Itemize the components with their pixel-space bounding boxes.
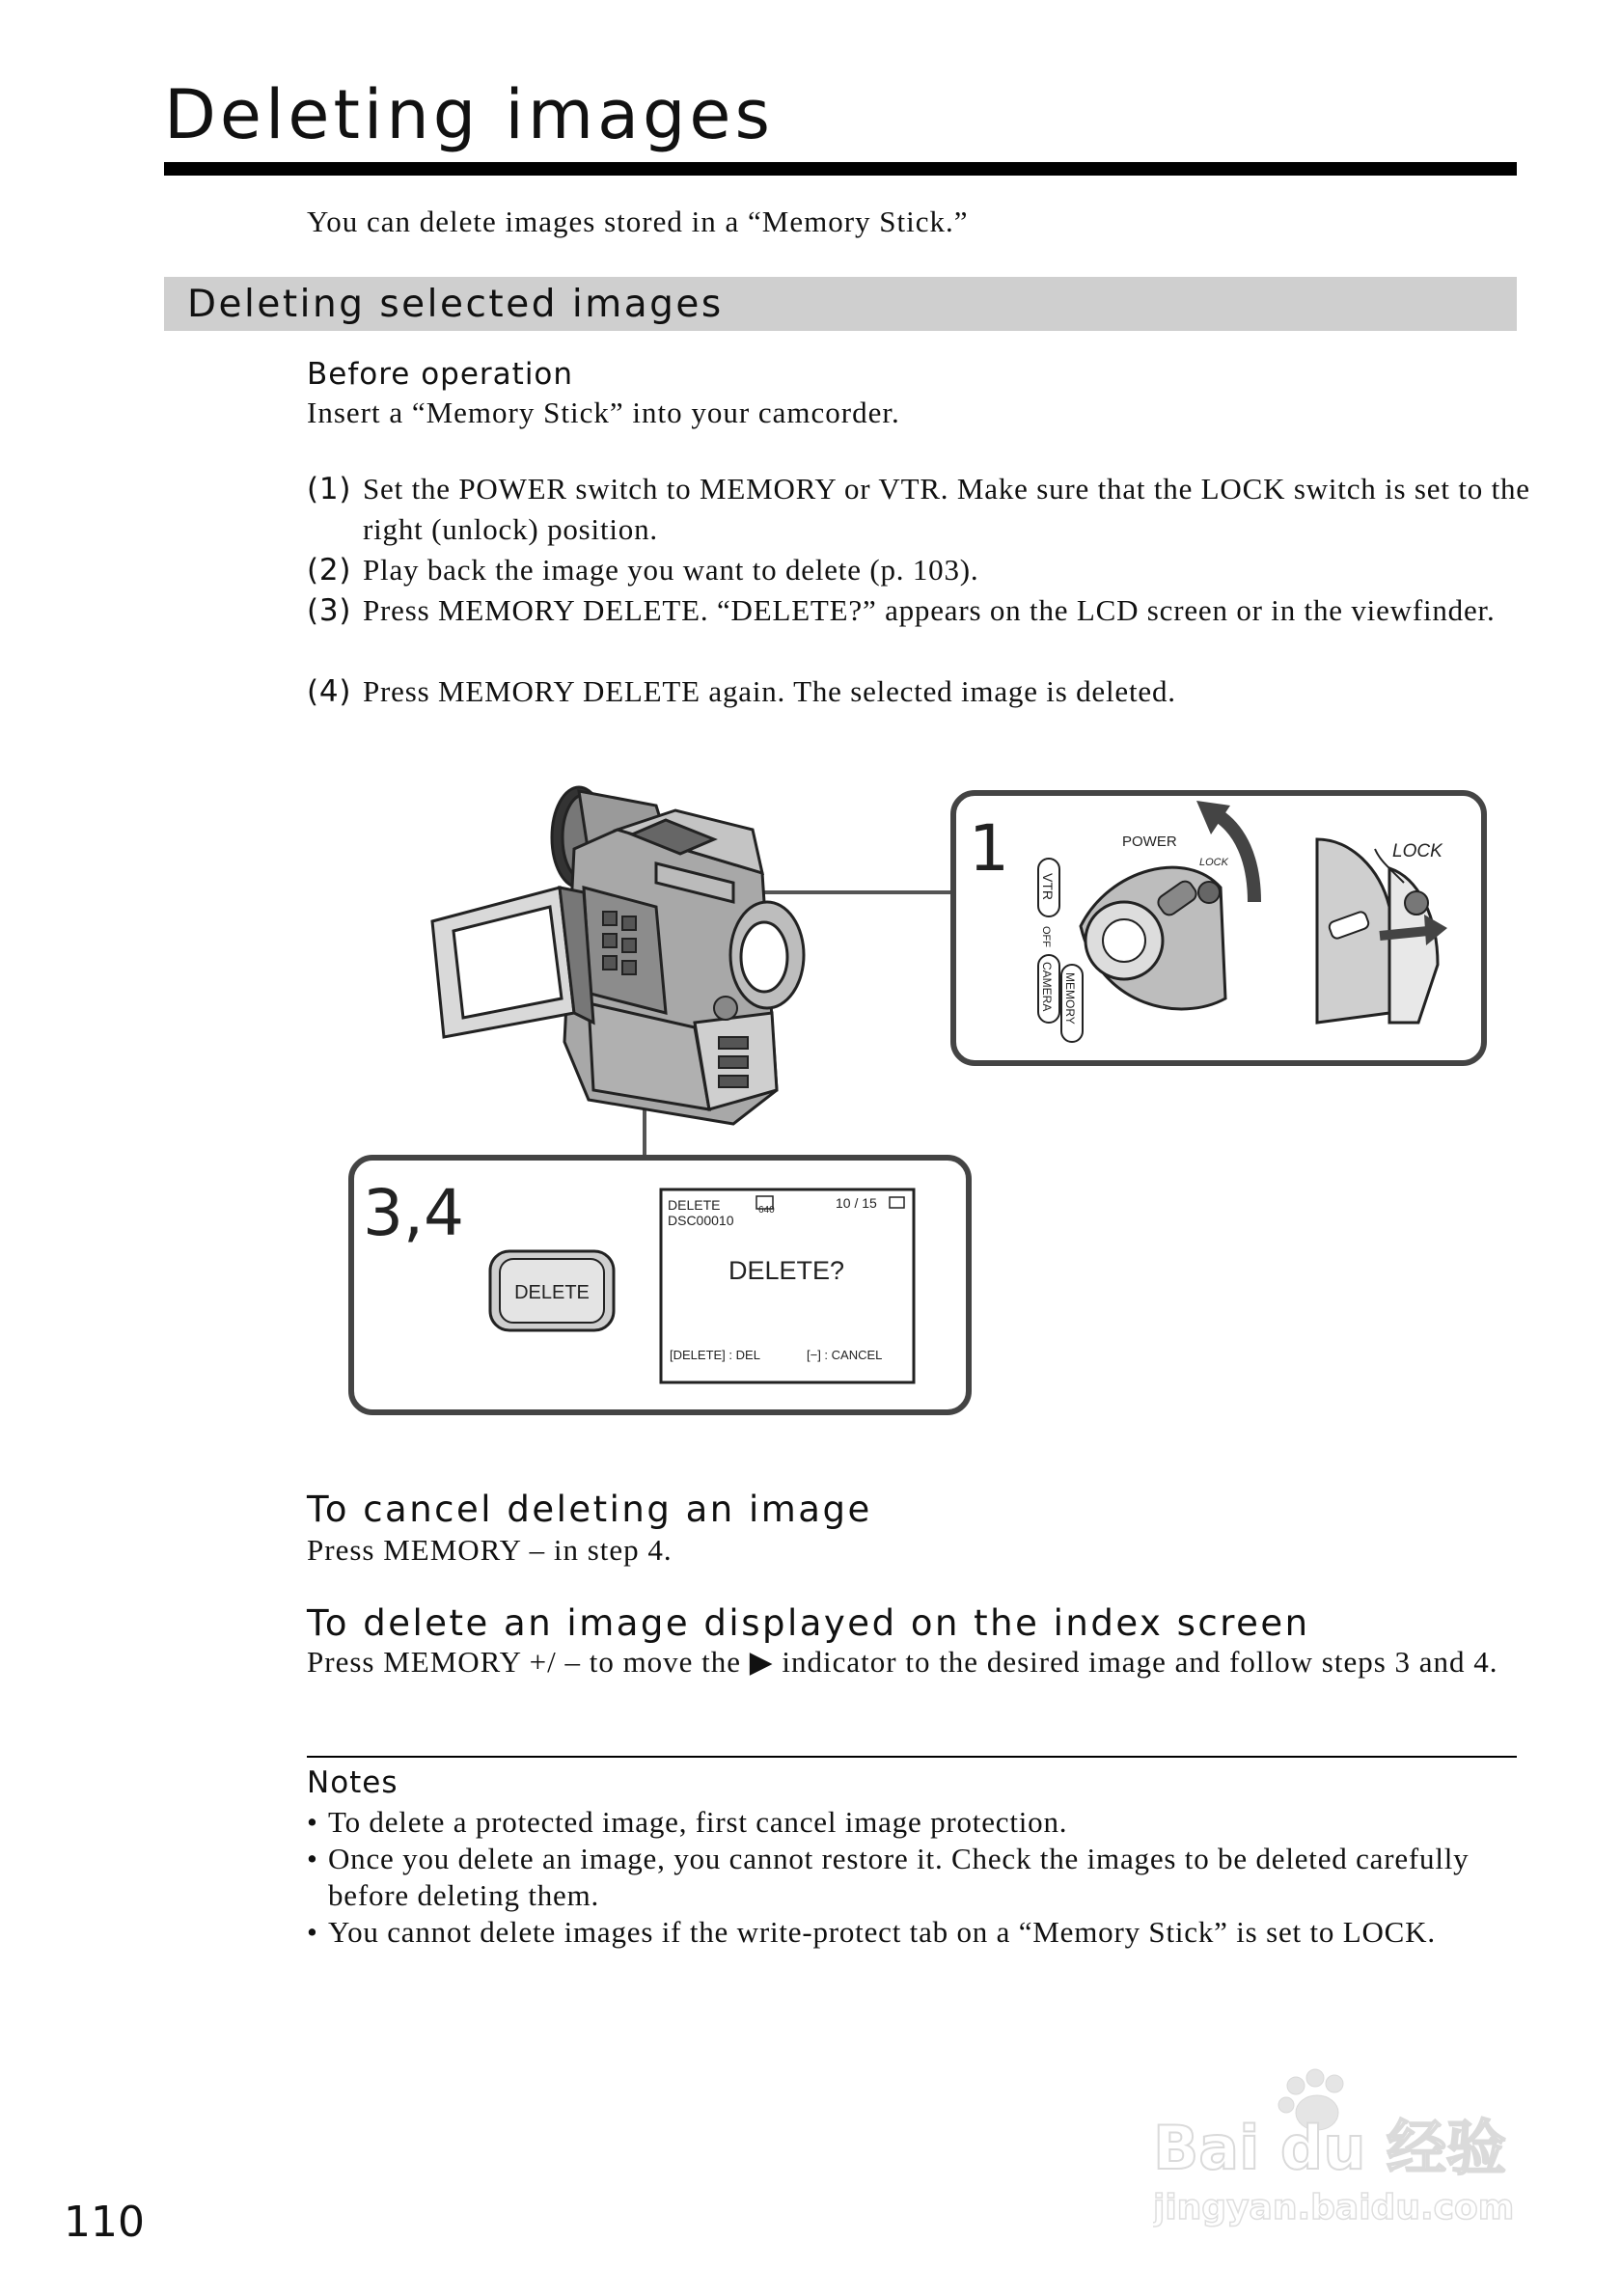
note-text: Once you delete an image, you cannot restore it. Check the images to be deleted carefully before deleting them. bbox=[328, 1842, 1470, 1912]
delete-button-label: DELETE bbox=[514, 1282, 590, 1303]
note-text: You cannot delete images if the write-protect tab on a “Memory Stick” is set to LOCK. bbox=[328, 1915, 1436, 1949]
screen-filename: DSC00010 bbox=[668, 1213, 734, 1228]
screen-counter: 10 / 15 bbox=[836, 1195, 877, 1211]
bullet: • bbox=[307, 1915, 318, 1949]
intro-text: You can delete images stored in a “Memory Stick.” bbox=[307, 205, 969, 238]
step-number: (3) bbox=[307, 593, 352, 628]
step-number: (2) bbox=[307, 553, 352, 588]
lock-small-label: LOCK bbox=[1199, 857, 1228, 868]
callout-34-number: 3,4 bbox=[363, 1176, 464, 1250]
before-operation-text: Insert a “Memory Stick” into your camcorder. bbox=[307, 396, 900, 429]
callout-1-panel bbox=[953, 793, 1484, 1063]
step-text: Set the POWER switch to MEMORY or VTR. Make sure that the LOCK switch is set to the right (unlock) position. bbox=[363, 472, 1530, 546]
screen-prompt: DELETE? bbox=[728, 1256, 845, 1285]
before-operation-label: Before operation bbox=[307, 357, 574, 392]
watermark-url: jingyan.baidu.com bbox=[1153, 2188, 1515, 2228]
screen-hint-cancel: [−] : CANCEL bbox=[807, 1348, 883, 1362]
note-text: To delete a protected image, first cancel image protection. bbox=[328, 1805, 1068, 1839]
position-vtr: VTR bbox=[1040, 873, 1056, 900]
screen-mode-label: DELETE bbox=[668, 1197, 721, 1213]
section-title: Deleting selected images bbox=[187, 283, 724, 326]
cancel-heading: To cancel deleting an image bbox=[307, 1489, 872, 1530]
position-off: OFF bbox=[1040, 926, 1052, 947]
step-number: (4) bbox=[307, 674, 352, 709]
cancel-text: Press MEMORY – in step 4. bbox=[307, 1533, 673, 1567]
screen-resolution: 640 bbox=[758, 1205, 775, 1216]
notes-divider bbox=[307, 1756, 1517, 1758]
lock-large-label: LOCK bbox=[1392, 841, 1442, 861]
notes-label: Notes bbox=[307, 1765, 398, 1800]
step-text: Play back the image you want to delete (p. 103). bbox=[363, 553, 979, 587]
baidu-watermark bbox=[1153, 2064, 1534, 2238]
watermark-brand: Bai du 经验 bbox=[1153, 2113, 1507, 2183]
screen-hint-delete: [DELETE] : DEL bbox=[670, 1348, 760, 1362]
bullet: • bbox=[307, 1805, 318, 1839]
step-number: (1) bbox=[307, 472, 352, 506]
page-title: Deleting images bbox=[164, 75, 774, 154]
page-number: 110 bbox=[64, 2198, 145, 2247]
index-heading: To delete an image displayed on the index screen bbox=[307, 1602, 1310, 1644]
camcorder-body bbox=[432, 787, 804, 1124]
callout-1-number: 1 bbox=[969, 811, 1009, 886]
position-camera: CAMERA bbox=[1040, 962, 1054, 1012]
position-memory: MEMORY bbox=[1063, 972, 1077, 1025]
step-text: Press MEMORY DELETE. “DELETE?” appears on the LCD screen or in the viewfinder. bbox=[363, 593, 1496, 627]
index-text: Press MEMORY +/ – to move the ▶ indicator to the desired image and follow steps 3 and 4. bbox=[307, 1645, 1498, 1679]
power-label: POWER bbox=[1122, 834, 1177, 850]
step-text: Press MEMORY DELETE again. The selected image is deleted. bbox=[363, 674, 1176, 708]
bullet: • bbox=[307, 1842, 318, 1875]
